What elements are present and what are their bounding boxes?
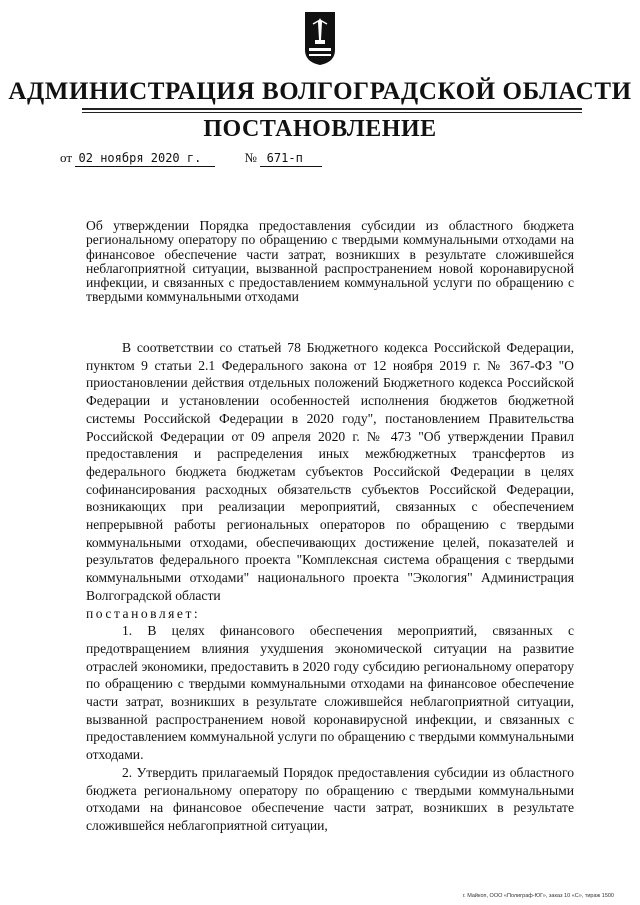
document-type: ПОСТАНОВЛЕНИЕ	[203, 116, 437, 142]
organization-name: АДМИНИСТРАЦИЯ ВОЛГОГРАДСКОЙ ОБЛАСТИ	[8, 78, 632, 105]
document-title	[86, 219, 574, 305]
preamble-paragraph: В соответствии со статьей 78 Бюджетного кодекса Российской Федерации, пунктом 9 статьи 2.1 Федерального закона от 12 ноября 2019 г. № 367-ФЗ "О приостановлении действия отдельных положений Бюджетного кодекса Российской Федерации и установлении особенностей исполнения бюджетов бюджетной системы Российской Федерации в 2020 году", постановлением Правительства Российской Федерации от 09 апреля 2020 г. № 473 "Об утверждении Правил предоставления и распределения иных межбюджетных трансфертов из федерального бюджета бюджетам субъектов Российской Федерации в целях софинансирования расходных обязательств субъектов Российской Федерации, возникающих при реализации мероприятий, связанных с обеспечением непрерывной работы региональных операторов по обращению с твердыми коммунальными отходами, обеспечивающих достижение целей, показателей и результатов федерального проекта "Комплексная система обращения с твердыми коммунальными отходами" национального проекта "Экология" Администрация Волгоградской области	[86, 340, 574, 603]
number-field	[260, 150, 322, 167]
print-imprint: г. Майкоп, ООО «Полиграф-ЮГ», заказ 10 «С», тираж 1500	[462, 893, 614, 899]
item-2-paragraph: 2. Утвердить прилагаемый Порядок предоставления субсидии из областного бюджета региональному оператору по обращению с твердыми коммунальными отходами на финансовое обеспечение части затрат, возникших в результате сложившейся неблагоприятной ситуации,	[86, 764, 574, 833]
number-prefix: №	[244, 150, 257, 165]
resolves-line: постановляет:	[86, 605, 201, 621]
coat-of-arms-icon	[303, 10, 337, 66]
document-body	[86, 339, 574, 835]
header-divider-thick	[82, 108, 582, 110]
date-field	[75, 150, 215, 167]
number-value: 671-п	[266, 151, 303, 165]
item-1-paragraph: 1. В целях финансового обеспечения мероприятий, связанных с предотвращением влияния ухудшения экономической ситуации на развитие отраслей экономики, предоставить в 2020 году субсидию региональному оператору по обращению с твердыми коммунальными отходами на финансовое обеспечение части затрат, возникших в результате сложившейся неблагоприятной ситуации, вызванной распространением новой коронавирусной инфекции, и связанных с предоставлением коммунальной услуги по обращению с твердыми коммунальными отходами.	[86, 623, 574, 763]
date-prefix: от	[60, 150, 73, 165]
date-number-line	[60, 150, 322, 167]
header-divider-thin	[82, 112, 582, 113]
date-value: 02 ноября 2020 г.	[78, 151, 202, 165]
title-text: Об утверждении Порядка предоставления субсидии из областного бюджета региональному оператору по обращению с твердыми коммунальными отходами на финансовое обеспечение части затрат, возникших в результате сложившейся неблагоприятной ситуации, вызванной распространением новой коронавирусной инфекции, и связанных с предоставлением коммунальной услуги по обращению с твердыми коммунальными отходами	[86, 218, 574, 305]
